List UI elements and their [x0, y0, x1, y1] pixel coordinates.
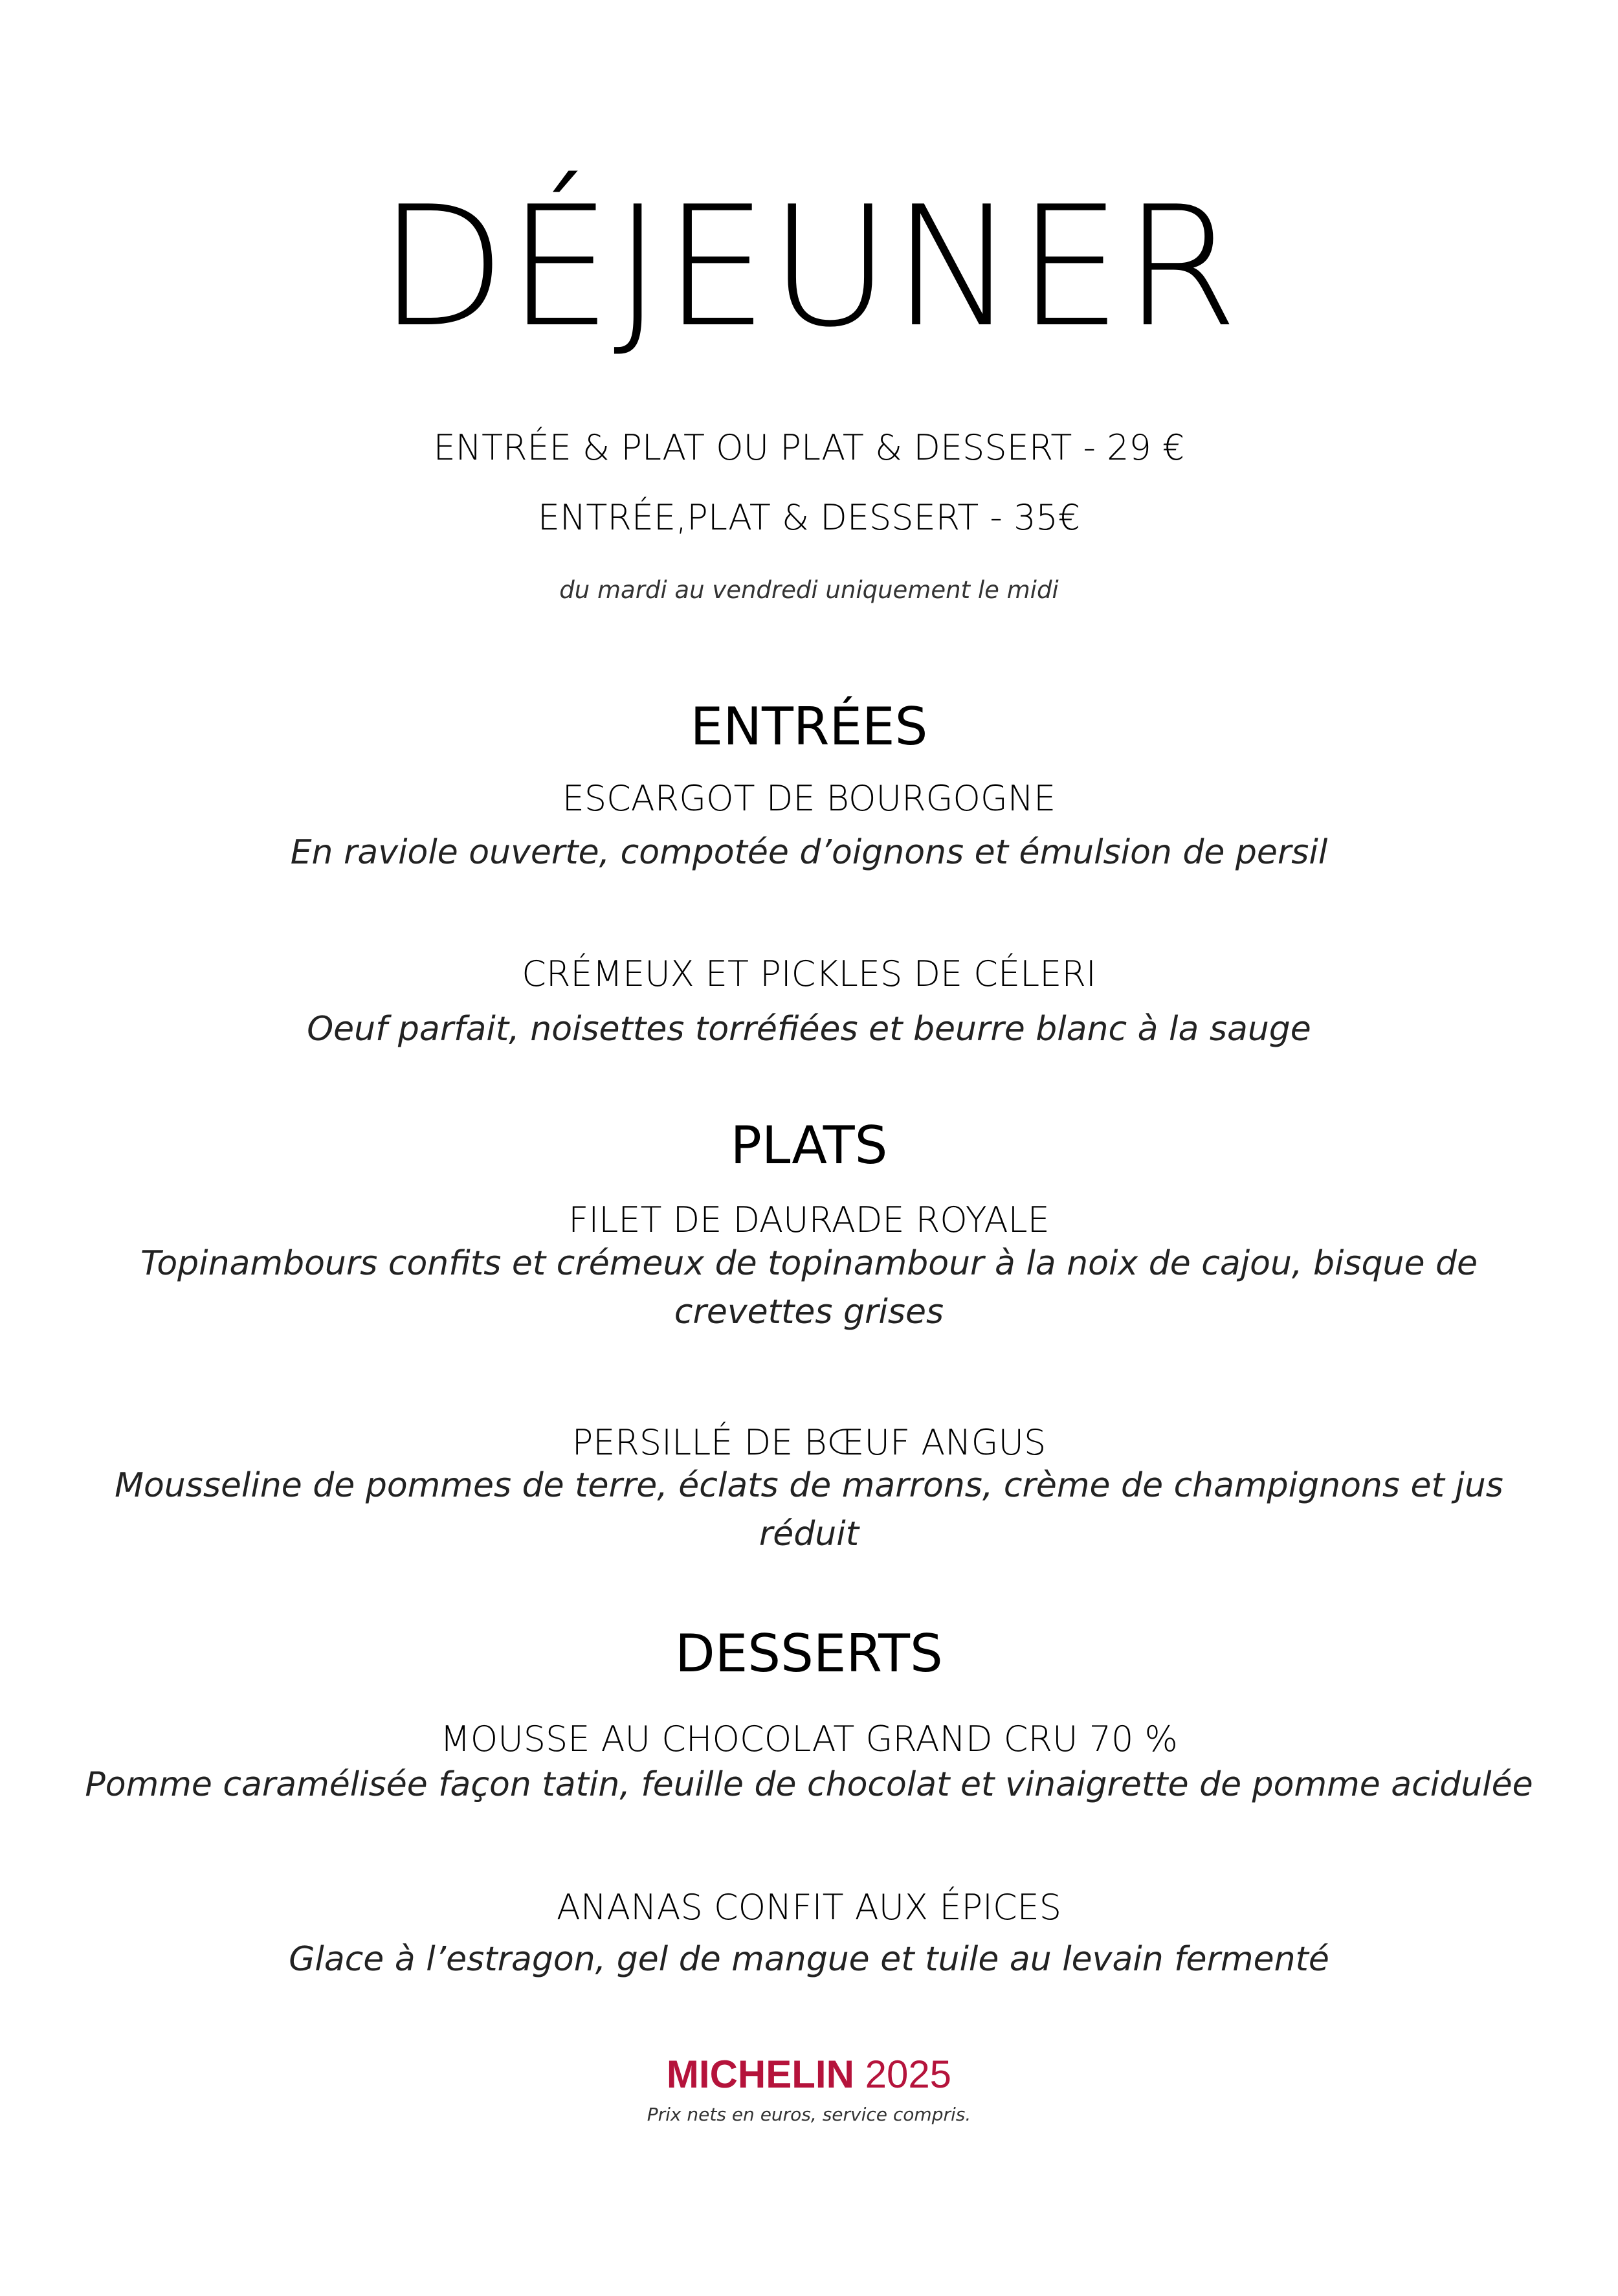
dish-name: ANANAS CONFIT AUX ÉPICES — [556, 1887, 1062, 1928]
dish-description: Mousseline de pommes de terre, éclats de marrons, crème de champignons et jus réduit — [115, 1466, 1503, 1554]
dish-name: MOUSSE AU CHOCOLAT GRAND CRU 70 % — [440, 1719, 1178, 1759]
dish-description: Oeuf parfait, noisettes torréfiées et beurre blanc à la sauge — [307, 1010, 1311, 1049]
dish-description: Pomme caramélisée façon tatin, feuille de chocolat et vinaigrette de pomme acidulée — [85, 1765, 1533, 1804]
dish-name: FILET DE DAURADE ROYALE — [568, 1199, 1050, 1240]
section-title-desserts: DESSERTS — [675, 1623, 943, 1684]
section-title-plats: PLATS — [730, 1115, 888, 1176]
dish-name: ESCARGOT DE BOURGOGNE — [562, 778, 1056, 819]
formula-three-courses: ENTRÉE,PLAT & DESSERT - 35€ — [537, 497, 1081, 538]
dish-description: Topinambours confits et crémeux de topinambour à la noix de cajou, bisque de crevettes grises — [140, 1244, 1478, 1332]
dish-name: PERSILLÉ DE BŒUF ANGUS — [571, 1422, 1047, 1463]
page-title: DÉJEUNER — [378, 171, 1240, 364]
dish-description: En raviole ouverte, compotée d’oignons et émulsion de persil — [290, 833, 1328, 872]
price-note: Prix nets en euros, service compris. — [647, 2104, 971, 2125]
dish-description: Glace à l’estragon, gel de mangue et tuile au levain fermenté — [289, 1940, 1329, 1979]
formula-two-courses: ENTRÉE & PLAT OU PLAT & DESSERT - 29 € — [433, 427, 1185, 468]
dish-name: CRÉMEUX ET PICKLES DE CÉLERI — [522, 953, 1096, 994]
availability-note: du mardi au vendredi uniquement le midi — [559, 576, 1059, 604]
michelin-award — [0, 2055, 1618, 2094]
section-title-entrees: ENTRÉES — [690, 697, 928, 757]
michelin-year: 2025 — [865, 2053, 952, 2096]
michelin-brand: MICHELIN — [666, 2053, 854, 2096]
